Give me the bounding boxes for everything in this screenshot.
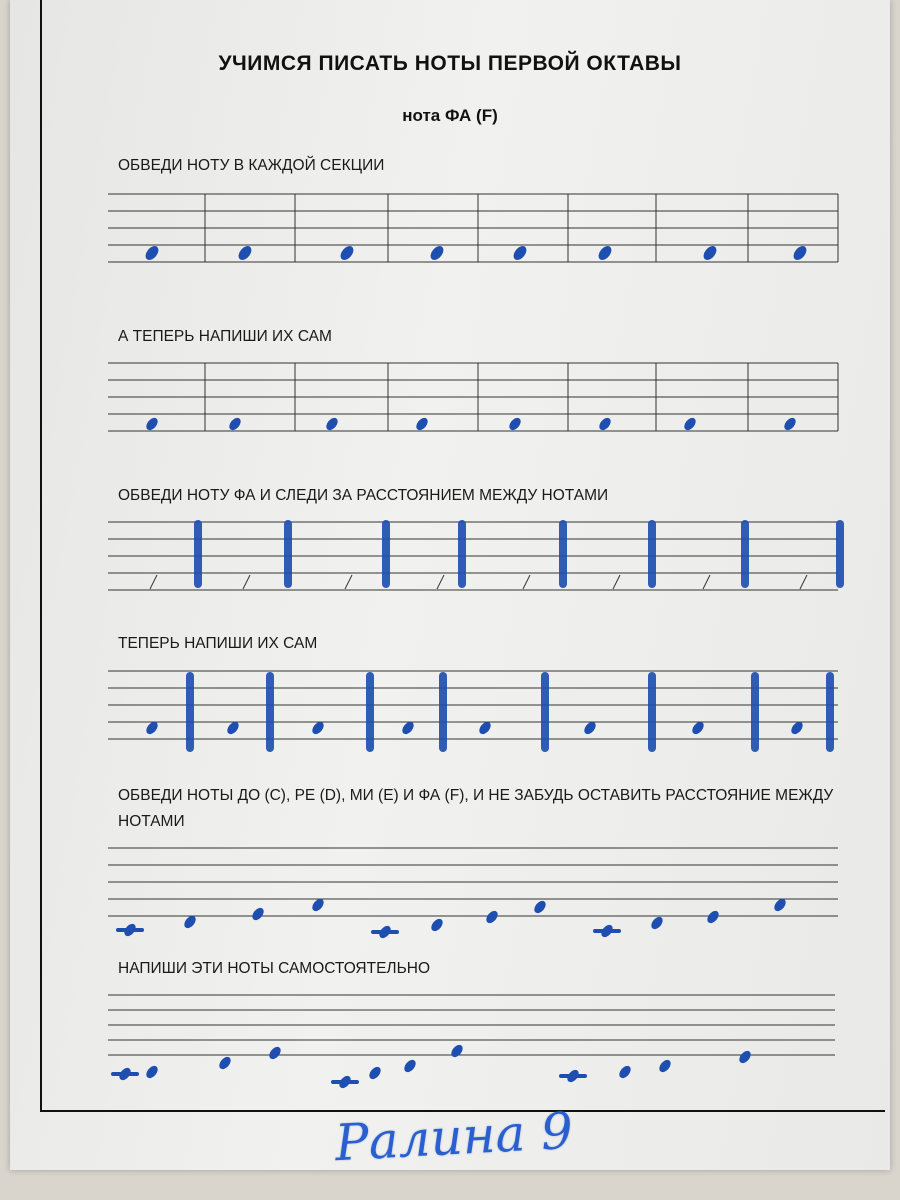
section-2-note-f [414, 416, 430, 433]
section-1-note-f [596, 244, 614, 263]
section-3-guide-slash [703, 575, 710, 589]
section-5-note [250, 906, 266, 923]
section-3-guide-slash [150, 575, 157, 589]
section-2-note-f [324, 416, 340, 433]
section-3-stem [382, 520, 390, 588]
section-4-stem [186, 672, 194, 752]
handwritten-signature: Ралина 9 [333, 1101, 575, 1173]
section-1-note-f [428, 244, 446, 263]
section-3-stem [836, 520, 844, 588]
section-3-stem [648, 520, 656, 588]
section-1-note-f [701, 244, 719, 263]
section-3-guide-slash [613, 575, 620, 589]
section-2-note-f [227, 416, 243, 433]
page-title: УЧИМСЯ ПИСАТЬ НОТЫ ПЕРВОЙ ОКТАВЫ [218, 52, 682, 75]
section-4-stem [366, 672, 374, 752]
section-4-stem [826, 672, 834, 752]
section-1-note-f [338, 244, 356, 263]
section-5-note [649, 915, 665, 932]
section-6-instruction: НАПИШИ ЭТИ НОТЫ САМОСТОЯТЕЛЬНО [118, 960, 431, 977]
section-3-stem [194, 520, 202, 588]
section-6-note [737, 1049, 753, 1066]
section-6-note [217, 1055, 233, 1072]
section-3-stem [559, 520, 567, 588]
section-4-stem [439, 672, 447, 752]
section-3-guide-slash [437, 575, 444, 589]
section-6-note [144, 1064, 160, 1081]
section-3-guide-slash [243, 575, 250, 589]
section-2-note-f [597, 416, 613, 433]
section-6-note [267, 1045, 283, 1062]
section-6-note [617, 1064, 633, 1081]
section-2-note-f [682, 416, 698, 433]
section-1-note-f [143, 244, 161, 263]
section-4-stem [541, 672, 549, 752]
section-1-note-f [791, 244, 809, 263]
section-4-stem [648, 672, 656, 752]
section-5-note [705, 909, 721, 926]
section-3-instruction: ОБВЕДИ НОТУ ФА И СЛЕДИ ЗА РАССТОЯНИЕМ МЕЖДУ НОТАМИ [118, 487, 609, 504]
section-5-instruction: ОБВЕДИ НОТЫ ДО (C), РЕ (D), МИ (E) И ФА (F), И НЕ ЗАБУДЬ ОСТАВИТЬ РАССТОЯНИЕ МЕЖДУ НОТАМИ [118, 787, 834, 830]
section-2-note-f [507, 416, 523, 433]
section-6-note [367, 1065, 383, 1082]
section-6-note [449, 1043, 465, 1060]
section-5-note [429, 917, 445, 934]
section-2-note-f [144, 416, 160, 433]
section-3-guide-slash [800, 575, 807, 589]
section-3-stem [458, 520, 466, 588]
section-1-note-f [236, 244, 254, 263]
section-2-instruction: А ТЕПЕРЬ НАПИШИ ИХ САМ [118, 328, 332, 345]
section-1-instruction: ОБВЕДИ НОТУ В КАЖДОЙ СЕКЦИИ [118, 157, 385, 174]
section-6-note [402, 1058, 418, 1075]
section-4-stem [751, 672, 759, 752]
section-1-note-f [511, 244, 529, 263]
section-5-note [532, 899, 548, 916]
section-3-guide-slash [345, 575, 352, 589]
section-6-note [657, 1058, 673, 1075]
section-3-stem [284, 520, 292, 588]
section-4-instruction: ТЕПЕРЬ НАПИШИ ИХ САМ [118, 635, 318, 652]
page-subtitle: нота ФА (F) [402, 106, 498, 125]
section-3-stem [741, 520, 749, 588]
section-2-note-f [782, 416, 798, 433]
section-5-note [484, 909, 500, 926]
section-4-stem [266, 672, 274, 752]
section-3-guide-slash [523, 575, 530, 589]
